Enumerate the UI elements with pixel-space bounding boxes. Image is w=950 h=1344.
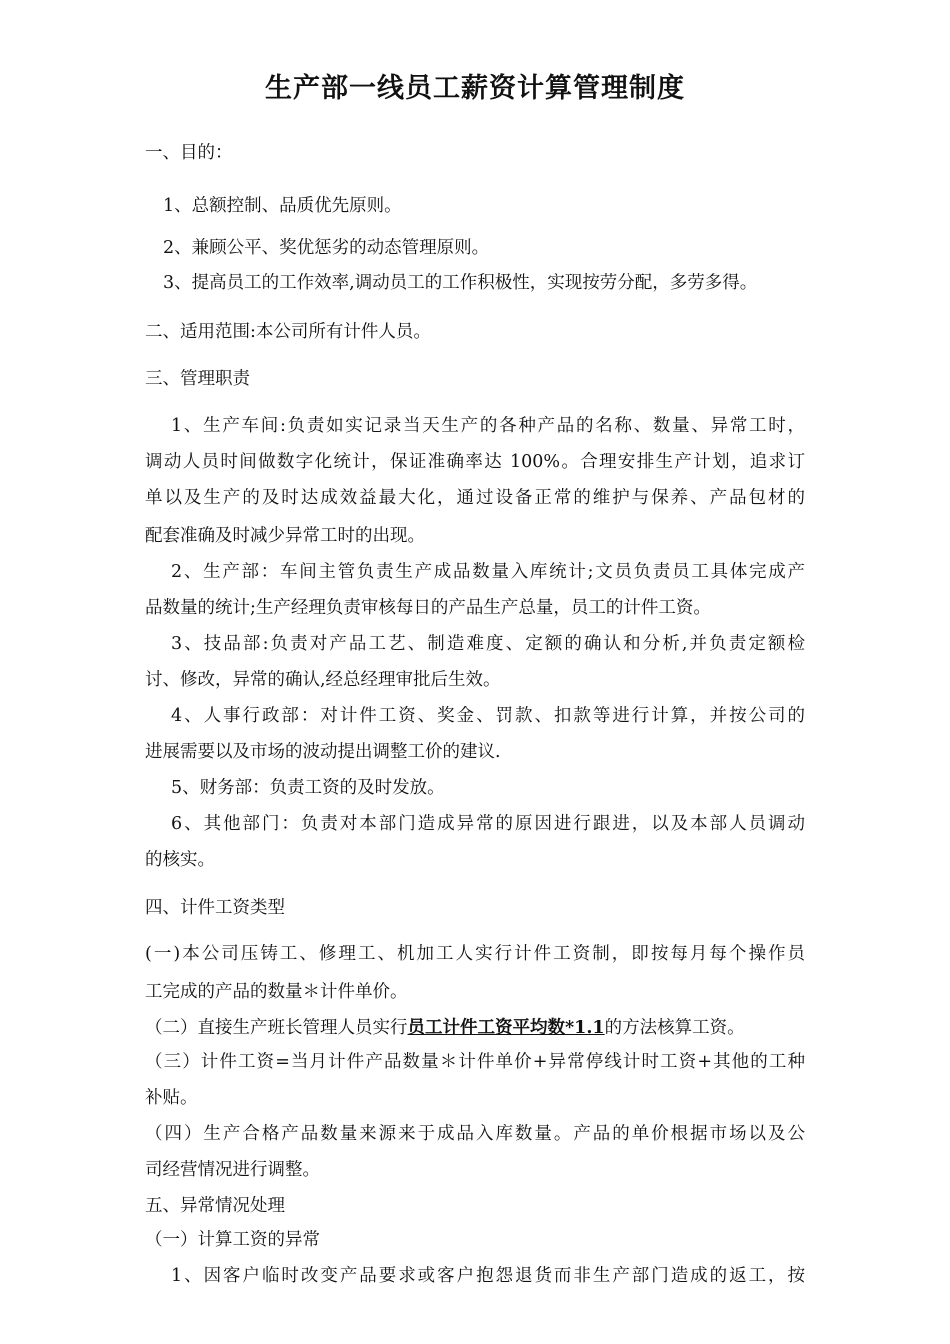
- section-4-item-1-line-1: (一)本公司压铸工、修理工、机加工人实行计件工资制，即按每月每个操作员: [145, 944, 805, 964]
- section-4-item-2: [145, 1016, 745, 1040]
- section-2-heading: 二、适用范围:本公司所有计件人员。: [145, 322, 431, 342]
- section-3-item-1-line-2: 调动人员时间做数字化统计，保证准确率达 100%。合理安排生产计划，追求订: [145, 452, 805, 472]
- section-1-item-3: 3、提高员工的工作效率,调动员工的工作积极性，实现按劳分配，多劳多得。: [163, 273, 758, 293]
- section-4-item-4-line-2: 司经营情况进行调整。: [145, 1160, 320, 1180]
- section-3-item-1-line-1: 1、生产车间:负责如实记录当天生产的各种产品的名称、数量、异常工时，: [171, 416, 805, 436]
- section-1-heading: 一、目的：: [145, 143, 233, 163]
- section-1-item-1: 1、总额控制、品质优先原则。: [163, 196, 402, 216]
- section-4-item-1-line-2: 工完成的产品的数量＊计件单价。: [145, 982, 408, 1002]
- section-3-item-2-line-1: 2、生产部：车间主管负责生产成品数量入库统计;文员负责员工具体完成产: [171, 562, 805, 582]
- section-4-item-2-prefix: （二）直接生产班长管理人员实行: [145, 1018, 408, 1038]
- section-3-item-4-line-1: 4、人事行政部：对计件工资、奖金、罚款、扣款等进行计算，并按公司的: [171, 706, 805, 726]
- section-3-item-4-line-2: 进展需要以及市场的波动提出调整工价的建议.: [145, 742, 501, 762]
- section-3-heading: 三、管理职责: [145, 369, 250, 389]
- section-5-item-1-line-1: 1、因客户临时改变产品要求或客户抱怨退货而非生产部门造成的返工，按: [171, 1266, 805, 1286]
- document-title: 生产部一线员工薪资计算管理制度: [265, 73, 685, 104]
- section-4-item-3-line-2: 补贴。: [145, 1088, 198, 1108]
- section-3-item-1-line-3: 单以及生产的及时达成效益最大化，通过设备正常的维护与保养、产品包材的: [145, 488, 805, 508]
- section-3-item-1-line-4: 配套准确及时减少异常工时的出现。: [145, 526, 425, 546]
- section-3-item-5: 5、财务部：负责工资的及时发放。: [171, 778, 445, 798]
- section-3-item-3-line-1: 3、技品部:负责对产品工艺、制造难度、定额的确认和分析,并负责定额检: [171, 634, 805, 654]
- section-3-item-6-line-1: 6、其他部门：负责对本部门造成异常的原因进行跟进，以及本部人员调动: [171, 814, 805, 834]
- section-4-item-2-formula: 员工计件工资平均数*1.1: [407, 1018, 605, 1038]
- section-3-item-3-line-2: 讨、修改，异常的确认,经总经理审批后生效。: [145, 670, 501, 690]
- section-4-item-3-line-1: （三）计件工资=当月计件产品数量＊计件单价+异常停线计时工资+其他的工种: [145, 1052, 805, 1072]
- section-4-heading: 四、计件工资类型: [145, 898, 285, 918]
- section-3-item-2-line-2: 品数量的统计;生产经理负责审核每日的产品生产总量，员工的计件工资。: [145, 598, 711, 618]
- section-5-heading: 五、异常情况处理: [145, 1196, 285, 1216]
- section-4-item-4-line-1: （四）生产合格产品数量来源来于成品入库数量。产品的单价根据市场以及公: [145, 1124, 805, 1144]
- section-5-subheading-1: （一）计算工资的异常: [145, 1230, 320, 1250]
- section-1-item-2: 2、兼顾公平、奖优惩劣的动态管理原则。: [163, 238, 490, 258]
- section-4-item-2-suffix: 的方法核算工资。: [604, 1018, 745, 1038]
- section-3-item-6-line-2: 的核实。: [145, 850, 215, 870]
